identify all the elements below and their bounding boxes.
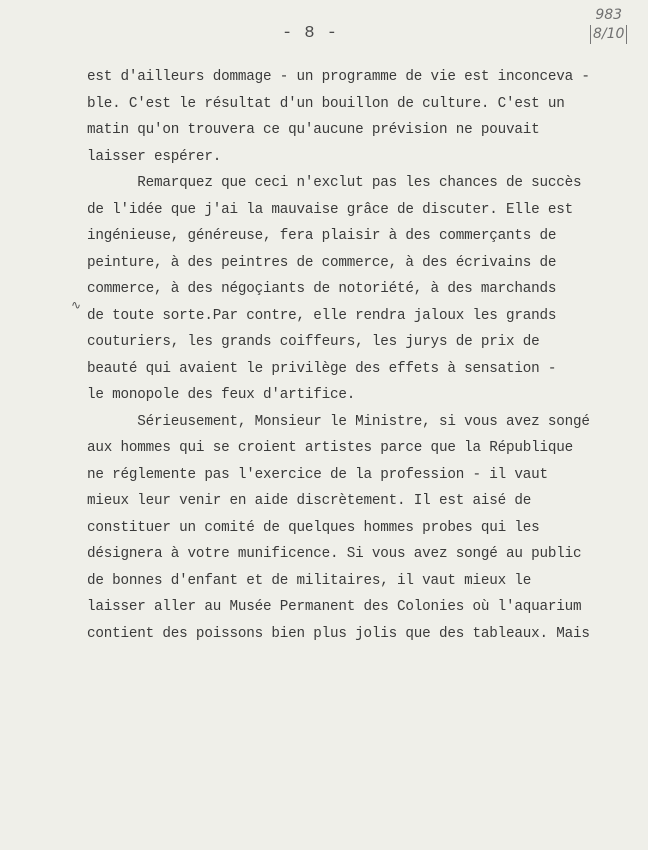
- text-line: ingénieuse, généreuse, fera plaisir à des commerçants de: [87, 228, 557, 244]
- text-line: laisser aller au Musée Permanent des Colonies où l'aquarium: [87, 599, 582, 615]
- text-line: peinture, à des peintres de commerce, à des écrivains de: [87, 254, 557, 271]
- text-line: de bonnes d'enfant et de militaires, il vaut mieux le: [87, 572, 532, 589]
- text-line: mieux leur venir en aide discrètement. Il est aisé de: [87, 493, 532, 509]
- archive-number: 983: [595, 7, 623, 23]
- text-line: aux hommes qui se croient artistes parce que la République: [87, 440, 574, 456]
- text-line: ble. C'est le résultat d'un bouillon de culture. C'est un: [87, 95, 565, 112]
- typed-text-body: [87, 64, 590, 647]
- text-line: de l'idée que j'ai la mauvaise grâce de discuter. Elle est: [87, 201, 574, 218]
- text-line: laisser espérer.: [87, 148, 222, 165]
- text-line: constituer un comité de quelques hommes probes qui les: [87, 519, 540, 536]
- text-line: couturiers, les grands coiffeurs, les jurys de prix de: [87, 334, 540, 350]
- text-line: Remarquez que ceci n'exclut pas les chances de succès: [87, 175, 582, 191]
- text-line: Sérieusement, Monsieur le Ministre, si vous avez songé: [87, 413, 590, 430]
- text-line: le monopole des feux d'artifice.: [87, 387, 356, 403]
- text-line: est d'ailleurs dommage - un programme de vie est inconceva -: [87, 69, 590, 85]
- archive-mark: [590, 6, 627, 44]
- page-number: - 8 -: [281, 24, 338, 43]
- text-line: de toute sorte.Par contre, elle rendra jaloux les grands: [87, 307, 557, 324]
- text-line: commerce, à des négoçiants de notoriété, à des marchands: [87, 281, 557, 297]
- ink-smudge-icon: ∿: [71, 299, 82, 313]
- text-line: contient des poissons bien plus jolis que des tableaux. Mais: [87, 625, 590, 642]
- archive-reference: 8/10: [590, 25, 627, 44]
- text-line: matin qu'on trouvera ce qu'aucune prévision ne pouvait: [87, 122, 540, 138]
- text-line: désignera à votre munificence. Si vous avez songé au public: [87, 546, 582, 562]
- text-line: beauté qui avaient le privilège des effets à sensation -: [87, 360, 557, 377]
- text-line: ne réglemente pas l'exercice de la profession - il vaut: [87, 466, 548, 483]
